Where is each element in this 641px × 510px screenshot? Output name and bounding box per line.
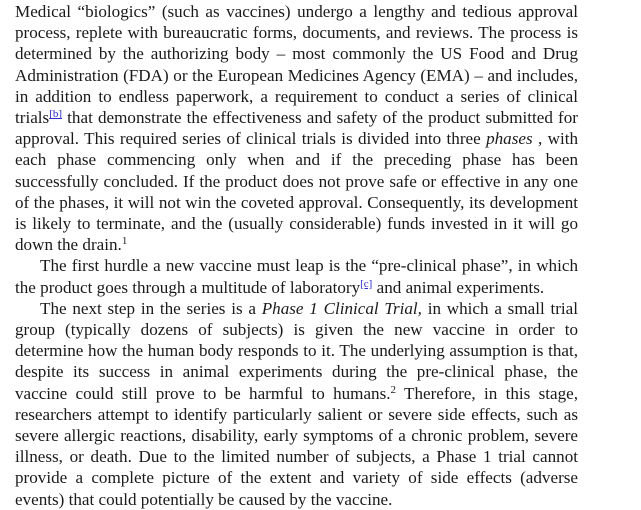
reference-link-c[interactable]: [c] <box>360 277 373 290</box>
footnote-marker-1: 1 <box>121 235 128 248</box>
paragraph-text: and animal experiments. <box>372 277 545 297</box>
paragraph-pre-clinical-phase <box>15 255 578 297</box>
paragraph-text: Therefore, in this stage, researchers attempt to identify particularly salient or severe side effects, such as severe allergic reactions, disability, early symptoms of a chronic problem, severe illness, or death. Due to the limited number of subjects, a Phase 1 trial cannot provide a complete picture of the extent and variety of side effects (adverse events) that could potentially be caused by the vaccine. <box>15 383 578 509</box>
paragraph-text: that demonstrate the effectiveness and safety of the product submitted for approval. This required series of clinical trials is divided into three <box>15 108 578 149</box>
reference-link-b[interactable]: [b] <box>49 108 63 121</box>
paragraph-text: in which a small trial group (typically dozens of subjects) is given the new vaccine in order to determine how the human body responds to it. The underlying assumption is that, despite its success in animal experiments during the pre-clinical phase, the vaccine could still prove to be harmful to humans. <box>15 298 578 403</box>
paragraph-text: The first hurdle a new vaccine must leap is the “pre-clinical phase”, in which the product goes through a multitude of laboratory <box>15 256 578 297</box>
paragraph-text: , with each phase commencing only when and if the preceding phase has been successfully concluded. If the product does not prove safe or effective in any one of the phases, it will not win the coveted approval. Consequently, its development is likely to terminate, and the (usually considerable) funds invested in it will go down the drain. <box>15 129 578 255</box>
paragraph-text: Medical “biologics” (such as vaccines) undergo a lengthy and tedious approval process, replete with bureaucratic forms, documents, and reviews. The process is determined by the authorizing body – most commonly the US Food and Drug Administration (FDA) or the European Medicines Agency (EMA) – and includes, in addition to endless paperwork, a requirement to conduct a series of clinical trials <box>15 2 578 128</box>
paragraph-phase-1-trial <box>15 298 578 510</box>
footnote-marker-2: 2 <box>390 383 397 396</box>
italic-term-phase-1-clinical-trial: Phase 1 Clinical Trial, <box>261 298 422 318</box>
document-body <box>15 1 578 510</box>
paragraph-text: The next step in the series is a <box>40 298 262 318</box>
paragraph-biologics-approval <box>15 1 578 255</box>
italic-term-phases: phases <box>486 129 533 149</box>
